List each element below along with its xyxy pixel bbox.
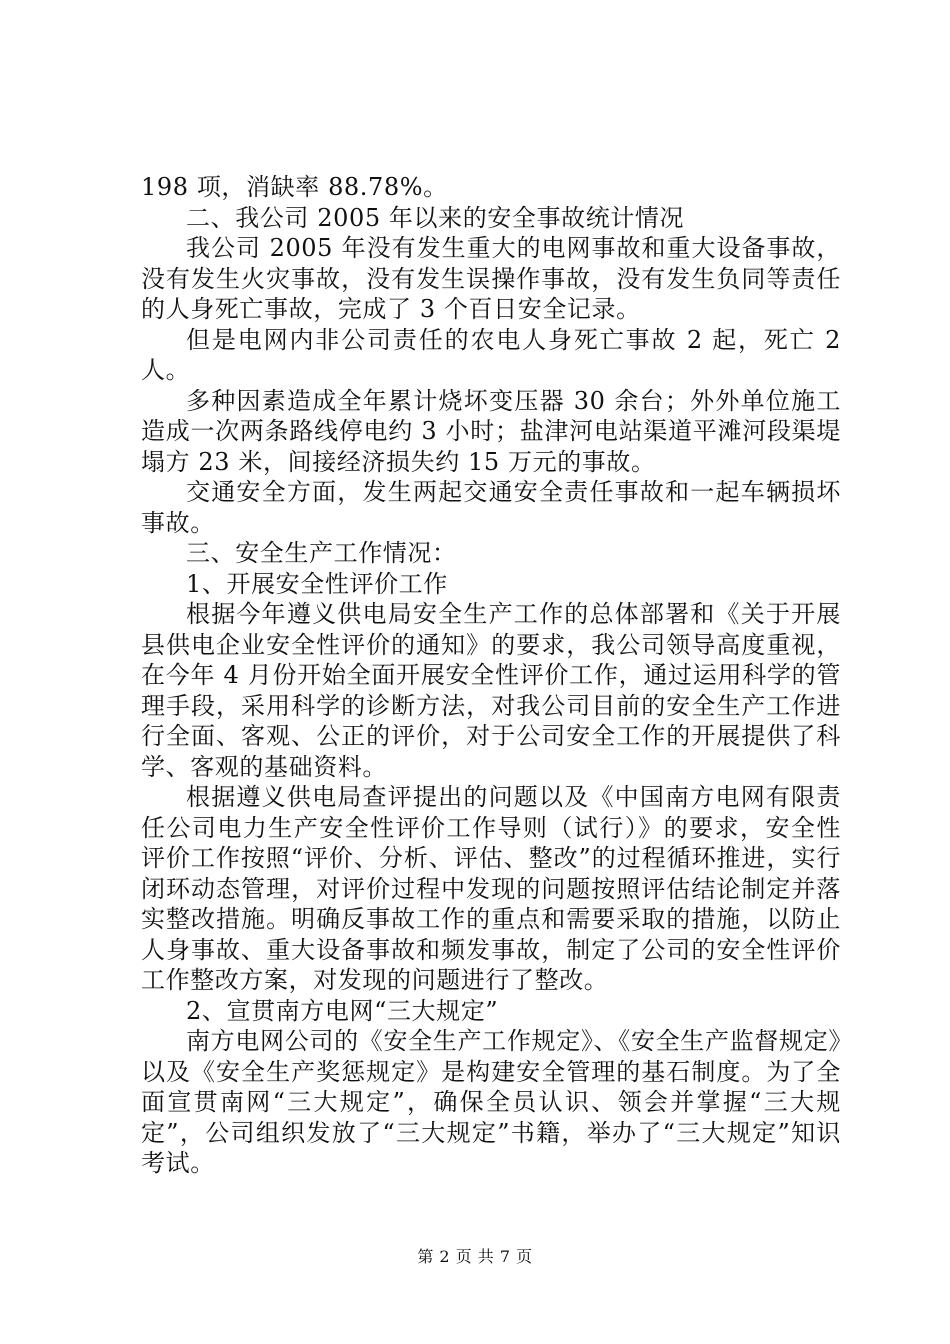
page-number-footer: 第 2 页 共 7 页 (417, 1247, 533, 1266)
document-body (141, 172, 841, 1179)
subsection-heading-2: 2、宣贯南方电网“三大规定” (186, 996, 499, 1025)
paragraph: 但是电网内非公司责任的农电人身死亡事故 2 起，死亡 2 人。 (141, 325, 841, 384)
subsection-heading-1: 1、开展安全性评价工作 (186, 569, 448, 598)
paragraph: 根据遵义供电局查评提出的问题以及《中国南方电网有限责任公司电力生产安全性评价工作导则（试行）》的要求，安全性评价工作按照“评价、分析、评估、整改”的过程循环推进，实行闭环动态管理，对评价过程中发现的问题按照评估结论制定并落实整改措施。明确反事故工作的重点和需要采取的措施，以防止人身事故、重大设备事故和频发事故，制定了公司的安全性评价工作整改方案，对发现的问题进行了整改。 (141, 783, 841, 994)
paragraph: 多种因素造成全年累计烧坏变压器 30 余台；外外单位施工造成一次两条路线停电约 3 小时；盐津河电站渠道平滩河段渠堤塌方 23 米，间接经济损失约 15 万元的事故。 (141, 386, 841, 476)
section-heading-3: 三、安全生产工作情况： (186, 539, 457, 567)
section-heading-2: 二、我公司 2005 年以来的安全事故统计情况 (186, 203, 685, 232)
paragraph: 根据今年遵义供电局安全生产工作的总体部署和《关于开展县供电企业安全性评价的通知》的要求，我公司领导高度重视，在今年 4 月份开始全面开展安全性评价工作，通过运用科学的管理手段，采用科学的诊断方法，对我公司目前的安全生产工作进行全面、客观、公正的评价，对于公司安全工作的开展提供了科学、客观的基础资料。 (141, 600, 841, 781)
paragraph: 我公司 2005 年没有发生重大的电网事故和重大设备事故，没有发生火灾事故，没有发生误操作事故，没有发生负同等责任的人身死亡事故，完成了 3 个百日安全记录。 (141, 234, 841, 323)
paragraph: 南方电网公司的《安全生产工作规定》、《安全生产监督规定》以及《安全生产奖惩规定》是构建安全管理的基石制度。为了全面宣贯南网“三大规定”，确保全员认识、领会并掌握“三大规定”，公司组织发放了“三大规定”书籍，举办了“三大规定”知识考试。 (141, 1027, 841, 1177)
paragraph: 交通安全方面，发生两起交通安全责任事故和一起车辆损坏事故。 (141, 478, 841, 537)
paragraph-carryover: 198 项，消缺率 88.78%。 (141, 173, 448, 201)
